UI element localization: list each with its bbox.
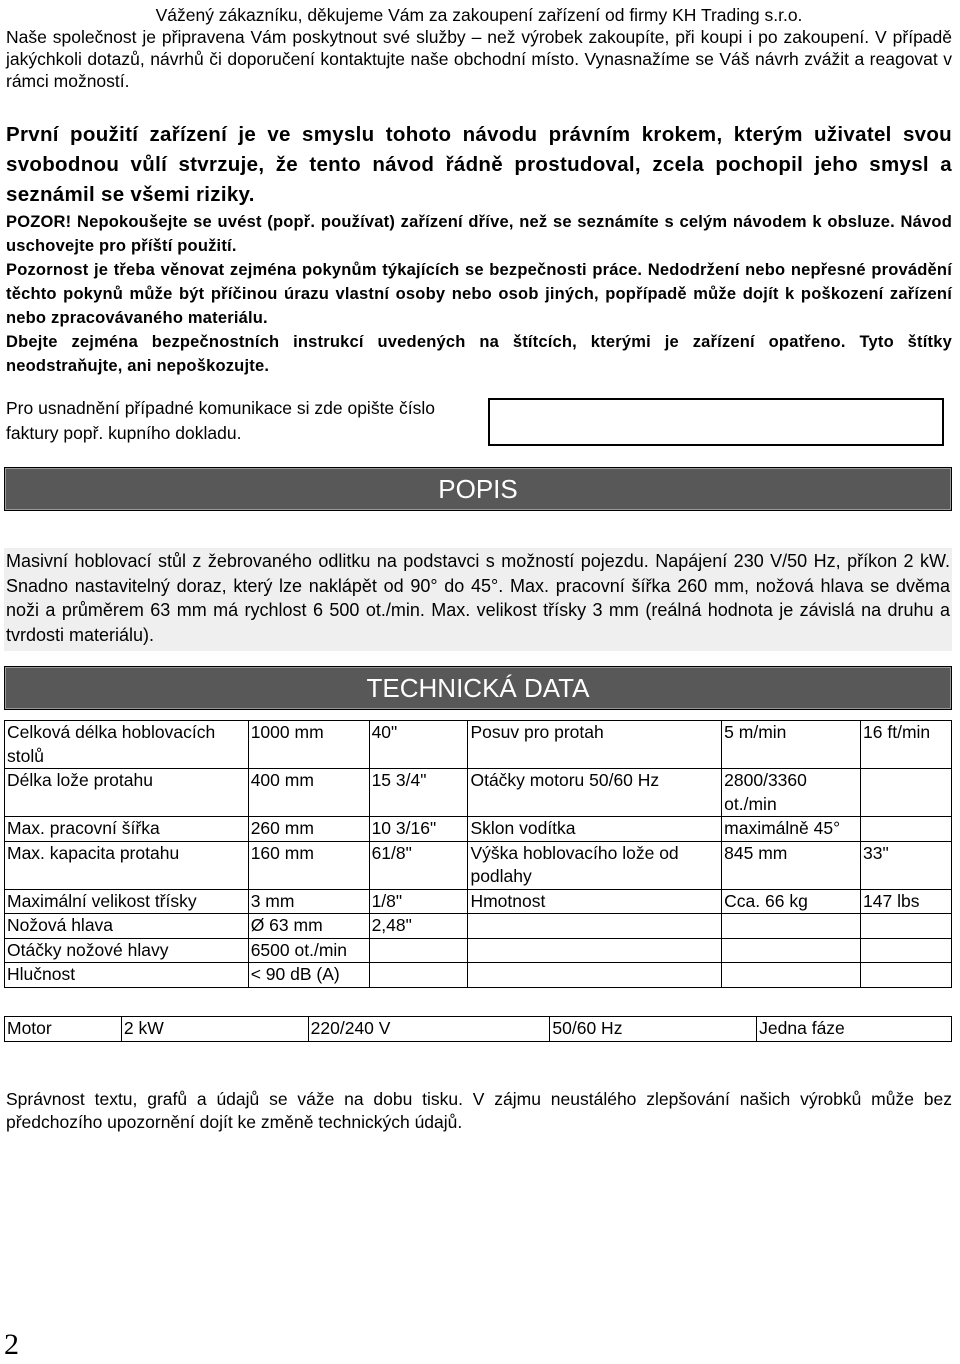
invoice-number-field[interactable] — [488, 398, 944, 446]
motor-cell: 220/240 V — [308, 1017, 550, 1042]
invoice-note: Pro usnadnění případné komunikace si zde opište číslo faktury popř. kupního dokladu. — [6, 398, 436, 443]
table-cell: < 90 dB (A) — [248, 963, 369, 988]
page-number: 2 — [4, 1328, 19, 1361]
table-cell — [468, 938, 722, 963]
table-cell — [722, 938, 861, 963]
table-cell: 160 mm — [248, 841, 369, 889]
table-cell: maximálně 45° — [722, 817, 861, 842]
table-cell: Otáčky nožové hlavy — [5, 938, 249, 963]
table-cell: 2800/3360 ot./min — [722, 769, 861, 817]
motor-row — [5, 1017, 952, 1042]
warning-p3: Dbejte zejména bezpečnostních instrukcí uvedených na štítcích, kterými je zařízení opatřeno. Tyto štítky neodstraňujte, ani nepoškozujte. — [6, 333, 952, 375]
table-cell: Nožová hlava — [5, 914, 249, 939]
table-cell: Sklon vodítka — [468, 817, 722, 842]
table-cell — [722, 963, 861, 988]
popis-heading: POPIS — [4, 467, 952, 511]
table-cell — [861, 963, 952, 988]
table-row — [5, 963, 952, 988]
table-row — [5, 914, 952, 939]
table-cell: 16 ft/min — [861, 721, 952, 769]
warning-p2: Pozornost je třeba věnovat zejména pokynům týkajících se bezpečnosti práce. Nedodržení nebo nepřesné provádění těchto pokynů může být příčinou úrazu vlastní osoby nebo osob jiných, popřípadě může dojít k poškození zařízení nebo zpracovávaného materiálu. — [6, 261, 952, 327]
table-cell — [468, 914, 722, 939]
table-cell — [861, 938, 952, 963]
table-row — [5, 841, 952, 889]
table-cell: Hlučnost — [5, 963, 249, 988]
intro-greeting: Vážený zákazníku, děkujeme Vám za zakoupení zařízení od firmy KH Trading s.r.o. — [155, 5, 803, 25]
table-cell: 33" — [861, 841, 952, 889]
table-cell: Cca. 66 kg — [722, 889, 861, 914]
table-row — [5, 721, 952, 769]
tech-data-table — [4, 720, 952, 988]
table-row — [5, 769, 952, 817]
warning-main: První použití zařízení je ve smyslu tohoto návodu právním krokem, kterým uživatel svou svobodnou vůlí stvrzuje, že tento návod řádně prostudoval, zcela pochopil jeho smysl a seznámil se všemi riziky. — [6, 123, 952, 206]
warning-p1: POZOR! Nepokoušejte se uvést (popř. používat) zařízení dříve, než se seznámíte s celým návodem k obsluze. Návod uschovejte pro příští použití. — [6, 213, 952, 255]
intro-text: Naše společnost je připravena Vám poskytnout své služby – než výrobek zakoupíte, při koupi i po zakoupení. V případě jakýchkoli dotazů, návrhů či doporučení kontaktujte naše obchodní místo. Vynasnažíme se Váš návrh zvážit a reagovat v rámci možností. — [6, 27, 952, 91]
table-cell: 400 mm — [248, 769, 369, 817]
table-cell: Posuv pro protah — [468, 721, 722, 769]
motor-cell: Motor — [5, 1017, 122, 1042]
table-cell: Hmotnost — [468, 889, 722, 914]
table-cell: Délka lože protahu — [5, 769, 249, 817]
intro-paragraph — [6, 4, 952, 92]
table-row — [5, 938, 952, 963]
tech-data-heading: TECHNICKÁ DATA — [4, 666, 952, 710]
table-cell: 5 m/min — [722, 721, 861, 769]
motor-table — [4, 1016, 952, 1042]
table-cell: 40" — [369, 721, 468, 769]
table-cell: 61/8" — [369, 841, 468, 889]
table-cell: Výška hoblovacího lože od podlahy — [468, 841, 722, 889]
table-cell — [861, 914, 952, 939]
table-cell: 845 mm — [722, 841, 861, 889]
table-cell: 6500 ot./min — [248, 938, 369, 963]
table-cell: 15 3/4" — [369, 769, 468, 817]
table-cell: Celková délka hoblovacích stolů — [5, 721, 249, 769]
table-cell: Ø 63 mm — [248, 914, 369, 939]
table-cell — [369, 963, 468, 988]
table-row — [5, 889, 952, 914]
warning-section — [6, 120, 952, 378]
footer-note: Správnost textu, grafů a údajů se váže na dobu tisku. V zájmu neustálého zlepšování našich výrobků může bez předchozího upozornění dojít ke změně technických údajů. — [6, 1089, 952, 1132]
motor-cell: Jedna fáze — [757, 1017, 952, 1042]
table-cell: 2,48" — [369, 914, 468, 939]
table-cell — [722, 914, 861, 939]
table-cell: 10 3/16" — [369, 817, 468, 842]
table-cell — [369, 938, 468, 963]
table-cell: Maximální velikost třísky — [5, 889, 249, 914]
description-text: Masivní hoblovací stůl z žebrovaného odlitku na podstavci s možností pojezdu. Napájení 230 V/50 Hz, příkon 2 kW. Snadno nastavitelný doraz, který lze naklápět od 90° do 45°. Max. pracovní šířka 260 mm, nožová hlava se dvěma noži a průměrem 63 mm má rychlost 6 500 ot./min. Max. velikost třísky 3 mm (reálná hodnota je závislá na druhu a tvrdosti materiálu). — [4, 548, 952, 651]
motor-cell: 2 kW — [121, 1017, 308, 1042]
table-cell — [861, 817, 952, 842]
motor-cell: 50/60 Hz — [550, 1017, 757, 1042]
table-cell: Max. pracovní šířka — [5, 817, 249, 842]
table-cell: Max. kapacita protahu — [5, 841, 249, 889]
table-cell: 147 lbs — [861, 889, 952, 914]
table-cell: Otáčky motoru 50/60 Hz — [468, 769, 722, 817]
table-cell: 1/8" — [369, 889, 468, 914]
table-cell: 1000 mm — [248, 721, 369, 769]
table-row — [5, 817, 952, 842]
table-cell: 260 mm — [248, 817, 369, 842]
table-cell — [861, 769, 952, 817]
table-cell: 3 mm — [248, 889, 369, 914]
table-cell — [468, 963, 722, 988]
